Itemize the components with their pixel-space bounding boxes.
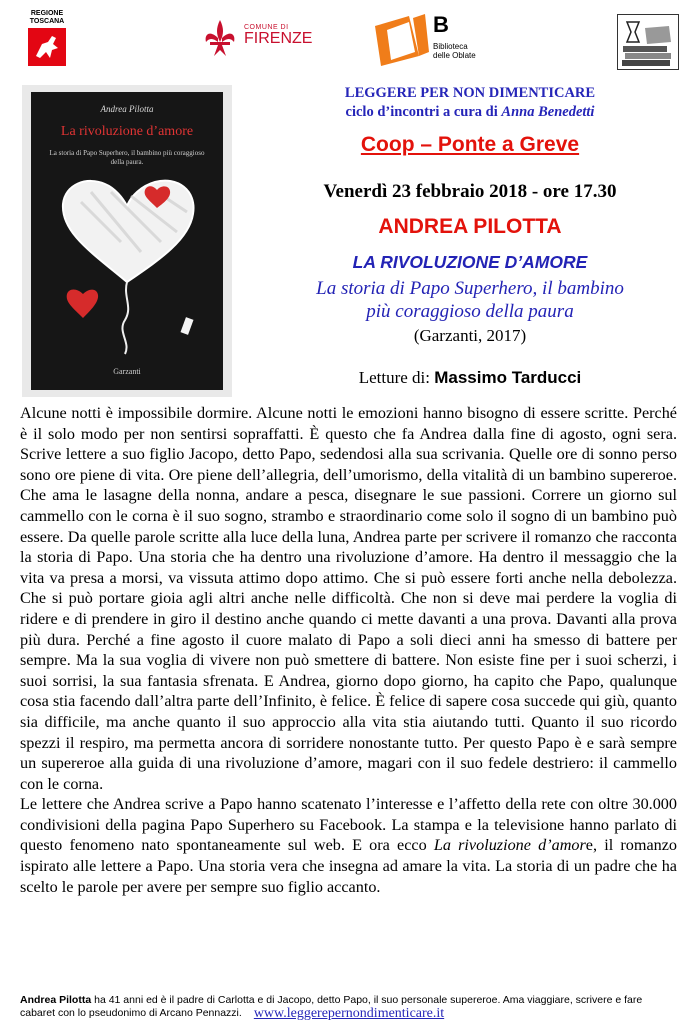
book-subtitle-line2: più coraggioso della paura <box>366 301 574 322</box>
firenze-big-label: FIRENZE <box>244 30 313 47</box>
series-title: LEGGERE PER NON DIMENTICARE <box>344 85 596 101</box>
cover-publisher: Garzanti <box>113 367 141 376</box>
readings-prefix: Letture di: <box>358 368 435 387</box>
firenze-small-label: COMUNE DI <box>244 24 289 31</box>
cover-subtitle: La storia di Papo Superhero, il bambino più coraggioso della paura. <box>49 149 205 166</box>
cover-title: La rivoluzione d’amore <box>60 124 194 139</box>
series-heading <box>250 84 690 122</box>
book-subtitle <box>250 277 690 323</box>
series-curator-name: Anna Benedetti <box>501 104 595 120</box>
book-title: LA RIVOLUZIONE D’AMORE <box>352 252 588 272</box>
biblioteca-oblate-logo <box>373 12 513 68</box>
description-text <box>20 403 677 897</box>
website-footer <box>0 1006 698 1022</box>
regione-toscana-caption: REGIONE TOSCANA <box>29 10 65 25</box>
oblate-line2: delle Oblate <box>433 51 476 60</box>
paragraph-2-end: e, il romanzo ispirato alle lettere a Papo. Una storia vera che insegna ad amare la vita. La storia di un padre che ha scelto le parole per avere per sempre suo figlio accanto. <box>20 836 678 896</box>
book-subtitle-line1: La storia di Papo Superhero, il bambino <box>316 278 624 299</box>
pegasus-icon <box>22 26 72 68</box>
venue-heading: Coop – Ponte a Greve <box>360 133 580 156</box>
open-book-icon <box>373 12 433 68</box>
giglio-icon <box>200 16 240 60</box>
oblate-letter: B <box>433 12 449 37</box>
readings-line <box>250 368 690 388</box>
author-name: ANDREA PILOTTA <box>378 215 562 238</box>
book-cover-image <box>31 92 223 390</box>
bio-author-name: Andrea Pilotta <box>20 994 92 1006</box>
series-curator-prefix: ciclo d’incontri a cura di <box>345 104 502 120</box>
reader-name: Massimo Tarducci <box>434 368 582 387</box>
oblate-line1: Biblioteca <box>433 42 468 51</box>
books-icon <box>617 14 679 70</box>
book-cover <box>22 85 232 397</box>
series-curator-line <box>250 103 690 122</box>
paragraph-2-book-title: La rivoluzione d’amor <box>433 836 586 855</box>
books-hourglass-logo <box>617 14 679 70</box>
publisher-year: (Garzanti, 2017) <box>413 326 527 345</box>
cover-author: Andrea Pilotta <box>100 104 154 114</box>
website-link[interactable]: www.leggerepernondimenticare.it <box>253 1006 445 1021</box>
description-paragraph-2 <box>20 794 677 897</box>
event-date: Venerdì 23 febbraio 2018 - ore 17.30 <box>323 181 617 202</box>
paragraph-2-start: Le lettere che Andrea scrive a Papo hanno scatenato l’interesse e l’affetto della rete con oltre 30.000 condivisioni della pagina Papo Superhero su Facebook. La stampa e la televisione hanno parlato di questo fenomeno nato spontaneamente sul web. E ora ecco <box>20 795 677 855</box>
logo-row <box>0 0 698 80</box>
description-paragraph-1: Alcune notti è impossibile dormire. Alcune notti le emozioni hanno bisogno di essere scritte. Perché è il solo modo per non sentirsi sopraffatti. È questo che fa Andrea dalla fine di agosto, ogni sera. Scrive lettere a suo figlio Jacopo, detto Papo, sedendosi alla sua scrivania. Quelle ore di sonno perso sono ore piene di vita. Ore piene dell’allegria, dell’umorismo, della vitalità di un bambino supereroe. Che ama le lasagne della nonna, andare a pesca, disegnare le sue passioni. Correre un giorno sul cammello con le corna è il suo sogno, strambo e straordinario come solo il sogno di un bambino può essere. Da quelle parole scritte alla luce della luna, Andrea parte per scrivere il romanzo che racconta la storia di Papo. Una storia che ha dentro una rivoluzione d’amore. Ha dentro il messaggio che la vita va presa a morsi, va vissuta attimo dopo attimo. Che si può essere forti anche nella debolezza. Che si può portare gioia agli altri anche nelle difficoltà. Che non si deve mai perdere la voglia di ridere e di prendere in giro il destino anche quando ci mette davanti a una prova. Davanti alla prova più dura. Perché a fine agosto il cuore malato di Papo a soli dieci anni ha smesso di battere per sempre. Ma la sua voglia di vivere non può smettere di battere. Non esiste fine per i suoi scherzi, i suoi sorrisi, la sua fantasia sfrenata. E Andrea, giorno dopo giorno, ha capito che Papo, qualunque cosa stia facendo dall’altra parte dell’Infinito, è felice. È felice di sapere cosa succede qui giù, quanto sia difficile, ma anche quanto il suo approccio alla vita stia aiutando tutti. Quanto il suo ricordo spezzi il respiro, ma permetta ancora di sorridere nonostante tutto. Per questo Papo è e sarà sempre un supereroe alla guida di una rivoluzione d’amore, magari con il suo fedele destriero: il cammello con le corna. <box>20 404 677 793</box>
regione-toscana-logo <box>22 10 72 68</box>
comune-firenze-logo <box>200 16 313 60</box>
bio-text: ha 41 anni ed è il padre di Carlotta e di Jacopo, detto Papo, il suo personale supereroe. Ama viaggiare, scrivere e fare cabaret con lo pseudonimo di Arcano Pennazzi. <box>20 994 643 1019</box>
